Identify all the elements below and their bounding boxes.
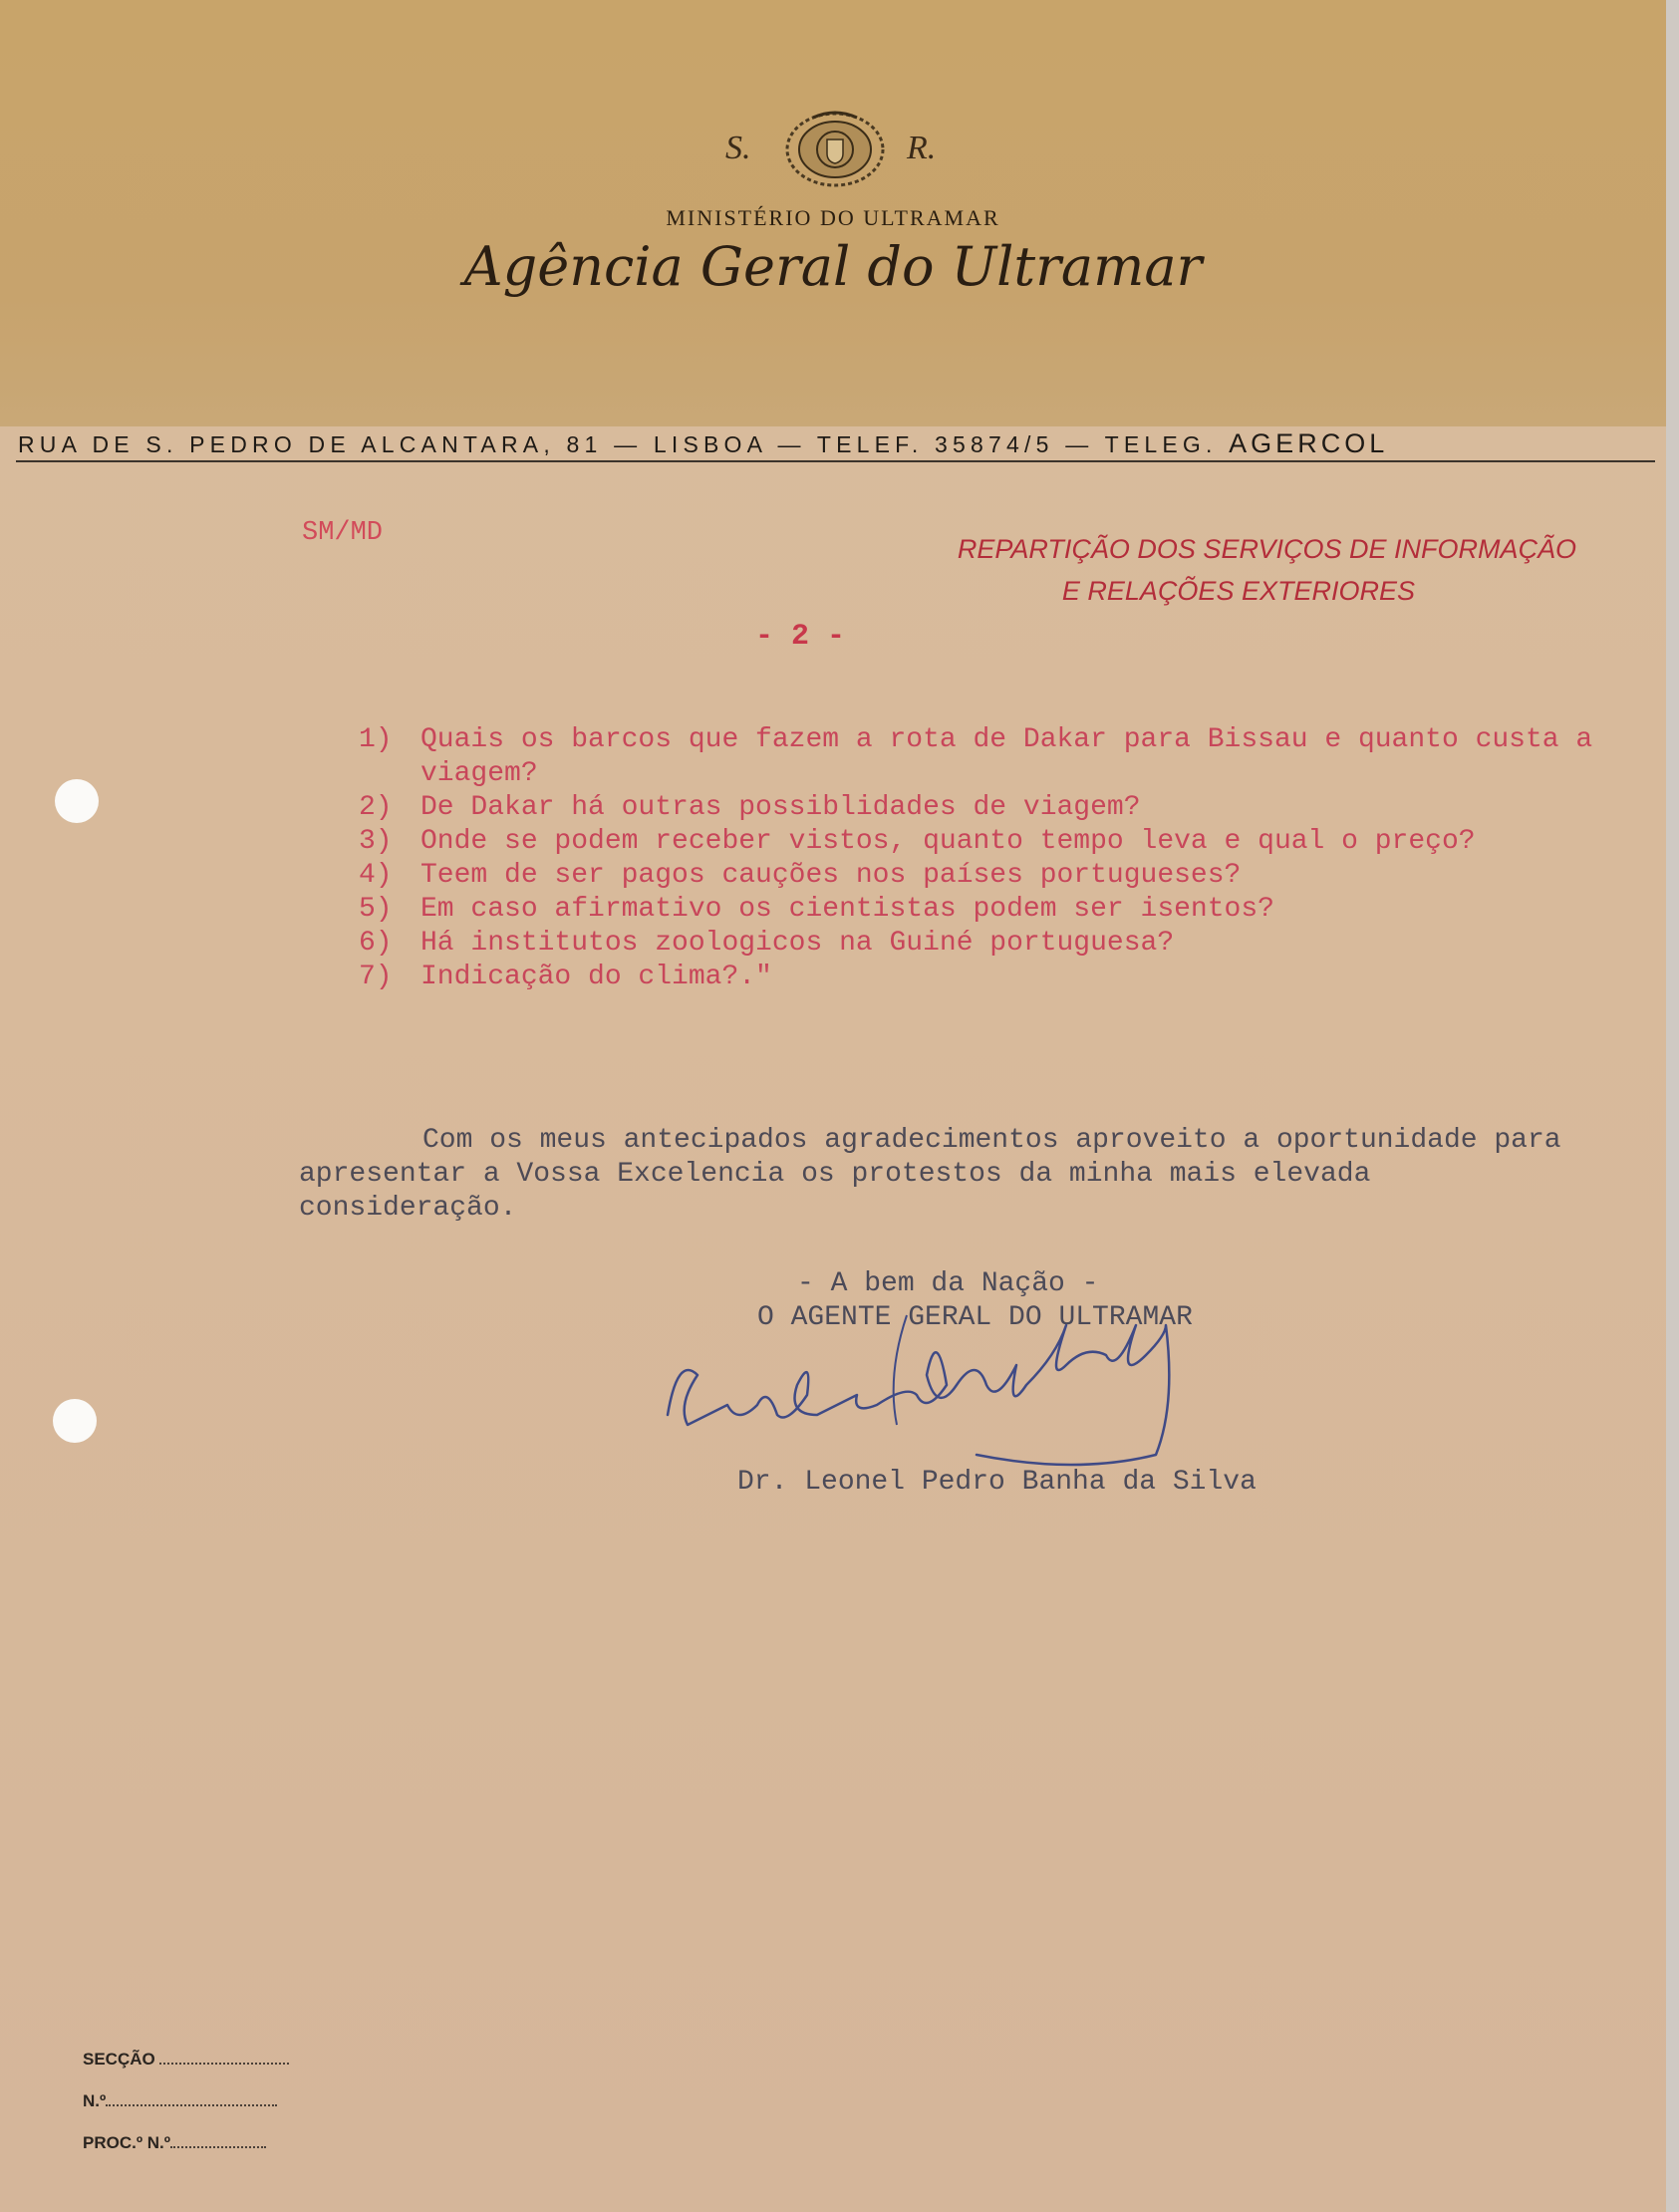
numero-field bbox=[83, 2080, 289, 2122]
list-item bbox=[359, 961, 1594, 994]
question-text: Há institutos zoologicos na Guiné portuguesa? bbox=[420, 928, 1175, 959]
agency-name: Agência Geral do Ultramar bbox=[463, 235, 1203, 298]
question-number: 4) bbox=[359, 860, 393, 891]
list-item bbox=[359, 825, 1594, 859]
closing-paragraph: Com os meus antecipados agradecimentos aproveito a oportunidade para apresentar a Vossa Excelencia os protestos da minha mais elevada consideração. bbox=[299, 1125, 1561, 1224]
question-text: Quais os barcos que fazem a rota de Dakar para Bissau e quanto custa a viagem? bbox=[420, 724, 1593, 789]
question-text: Indicação do clima?." bbox=[420, 962, 772, 992]
address-rule bbox=[16, 460, 1655, 462]
processo-blank bbox=[170, 2145, 266, 2148]
punch-hole bbox=[55, 779, 99, 823]
question-number: 2) bbox=[359, 792, 393, 823]
punch-hole bbox=[53, 1399, 97, 1443]
question-number: 3) bbox=[359, 826, 393, 857]
question-text: De Dakar há outras possiblidades de viagem? bbox=[420, 792, 1141, 823]
numero-blank bbox=[106, 2103, 277, 2106]
list-item bbox=[359, 927, 1594, 961]
seccao-field bbox=[83, 2039, 289, 2080]
question-number: 1) bbox=[359, 724, 393, 755]
letterhead-initial-right: R. bbox=[907, 130, 937, 166]
page-number: - 2 - bbox=[755, 620, 846, 654]
department-stamp bbox=[958, 528, 1576, 612]
question-number: 6) bbox=[359, 928, 393, 959]
department-line-1: REPARTIÇÃO DOS SERVIÇOS DE INFORMAÇÃO bbox=[957, 534, 1576, 564]
question-text: Onde se podem receber vistos, quanto tempo leva e qual o preço? bbox=[420, 826, 1476, 857]
signer-name: Dr. Leonel Pedro Banha da Silva bbox=[737, 1467, 1257, 1498]
coat-of-arms-icon bbox=[783, 108, 887, 191]
question-number: 7) bbox=[359, 962, 393, 992]
seccao-label: SECÇÃO bbox=[83, 2050, 155, 2069]
reference-code: SM/MD bbox=[302, 518, 384, 548]
signer-title: O AGENTE GERAL DO ULTRAMAR bbox=[757, 1302, 1193, 1333]
numero-label: N.º bbox=[83, 2091, 107, 2110]
department-line-2: E RELAÇÕES EXTERIORES bbox=[1061, 576, 1415, 606]
letterhead-initial-left: S. bbox=[725, 130, 751, 166]
address-line bbox=[18, 426, 1657, 460]
telegraph-code: AGERCOL bbox=[1229, 428, 1389, 458]
motto-line: - A bem da Nação - bbox=[797, 1268, 1099, 1299]
question-text: Teem de ser pagos cauções nos países portugueses? bbox=[420, 860, 1242, 891]
address-text: RUA DE S. PEDRO DE ALCANTARA, 81 — LISBOA — TELEF. 35874/5 — TELEG. bbox=[18, 431, 1218, 457]
question-list bbox=[359, 723, 1594, 994]
filing-fields bbox=[83, 2039, 289, 2164]
seccao-blank bbox=[159, 2062, 289, 2065]
list-item bbox=[359, 893, 1594, 927]
list-item bbox=[359, 791, 1594, 825]
ministry-name: MINISTÉRIO DO ULTRAMAR bbox=[666, 205, 1000, 230]
list-item bbox=[359, 723, 1594, 791]
question-text: Em caso afirmativo os cientistas podem ser isentos? bbox=[420, 894, 1274, 925]
processo-field bbox=[83, 2122, 289, 2164]
letterhead-band bbox=[0, 0, 1666, 426]
processo-label: PROC.º N.º bbox=[83, 2133, 170, 2152]
question-number: 5) bbox=[359, 894, 393, 925]
page-edge bbox=[1666, 0, 1679, 2212]
list-item bbox=[359, 859, 1594, 893]
